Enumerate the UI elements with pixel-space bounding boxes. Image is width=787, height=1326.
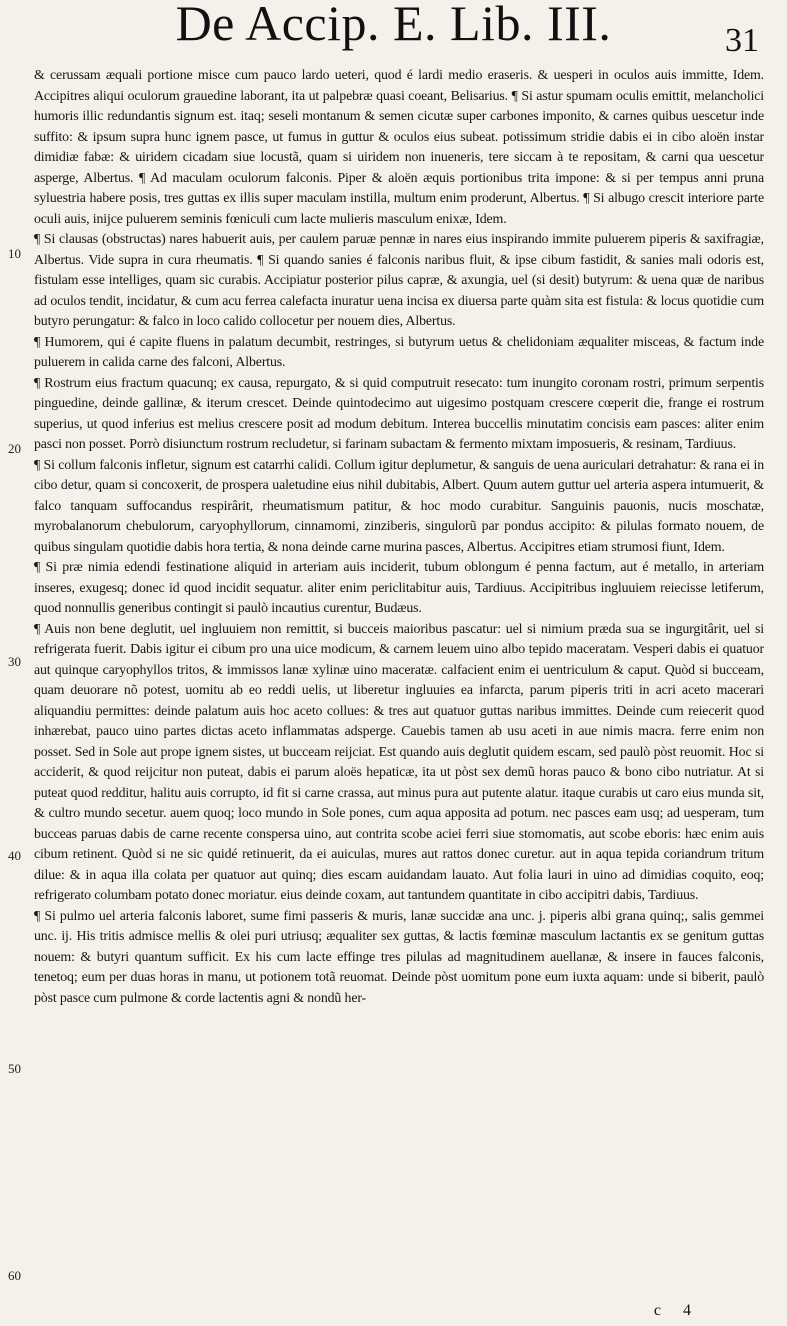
line-number: 60	[8, 1268, 21, 1283]
signature-number: 4	[683, 1302, 691, 1319]
paragraph: ¶ Si collum falconis infletur, signum est catarrhi calidi. Collum igitur deplumetur, & sanguis de uena auriculari detrahatur: & rana ei in cibo detur, quam si concoxerit, de prospera ualetudine eius nihil dubitabis, Albert. Quum autem guttur uel arteria aspera intumuerit, & falco tanquam suffocandus respirârit, rheumatismum patitur, & hoc modo curabitur. Sanguinis pauonis, nucis moschatæ, myrobalanorum chebulorum, caryophyllorum, cinnamomi, zinziberis, singulorũ par pondus accipito: & pilulas formato nouem, de quibus singulam quotidie dabis hora tertia, & nona deinde carne murina pasces, Albertus. Accipitres etiam strumosi fiunt, Idem.	[34, 457, 764, 555]
line-number: 50	[8, 1061, 21, 1076]
page-number: 31	[725, 22, 759, 59]
line-number: 30	[8, 654, 21, 669]
line-number: 10	[8, 246, 21, 261]
running-head: De Accip. E. Lib. III.	[175, 0, 612, 51]
paragraph: ¶ Si præ nimia edendi festinatione aliquid in arteriam auis inciderit, tubum oblongum é penna factum, aut é metallo, in arteriam inseres, exugesq; donec id quod incidit sequatur. aliter enim periclitabitur auis, Tardiuus. Accipitribus ingluuiem reiecisse letiferum, quod nonnullis generibus contingit si paulò incautius curentur, Budæus.	[34, 560, 764, 616]
line-number: 40	[8, 848, 21, 863]
paragraph: ¶ Si pulmo uel arteria falconis laboret, sume fimi passeris & muris, lanæ succidæ ana unc. j. piperis albi grana quinq;, salis gemmei unc. ij. His tritis admisce mellis & olei puri utriusq; æqualiter sex guttas, & lactis fœminæ masculum lactantis ex se genitum guttas nouem: & butyri quantum sufficit. Ex his cum lacte effinge tres pilulas ad magnitudinem auellanæ, & insere in fauces falconis, tenetoq; eum per duas horas in manu, ut potionem totã reuomat. Deinde pòst uomitum pone eum iuxta aquam: unde si biberit, paulò pòst pasce cum pulmone & corde lactentis agni & nondũ her-	[34, 908, 764, 1006]
page-header	[0, 0, 787, 66]
paragraph: & cerussam æquali portione misce cum pauco lardo ueteri, quod é lardi medio eraseris. & uesperi in oculos auis immitte, Idem. Accipitres aliqui oculorum grauedine laborant, ita ut palpebræ quasi coeant, Belisarius. ¶ Si astur spumam oculis emittit, melancholici humoris illic redundantis signum est. itaq; seseli montanum & semen cicutæ super carbones imponito, & carnes quibus uescetur inde suffito: & ipsum supra hunc ignem pasce, ut fumus in guttur & oculos eius subeat. potissimum stridie dabis ei in cibo aloën instar dimidiæ fabæ: & uiridem cicadam siue locustã, quam si uiridem non inueneris, tere siccam à te repositam, & carni qua uescetur asperge, Albertus. ¶ Ad maculam oculorum falconis. Piper & aloën æquis portionibus trita impone: & si per tempus anni pruna syluestria habere posis, tres guttas ex illis super maculam instilla, multum enim proderunt, Albertus. ¶ Si albugo crescit interiore parte oculi auis, inijce puluerem seminis fœniculi cum lacte mulieris masculum enixæ, Idem.	[34, 68, 764, 227]
signature-mark	[654, 1302, 691, 1320]
body-text	[34, 66, 764, 1009]
paragraph: ¶ Si clausas (obstructas) nares habuerit auis, per caulem paruæ pennæ in nares eius inspirando immite puluerem piperis & saxifragiæ, Albertus. Vide supra in cura rheumatis. ¶ Si quando sanies é falconis naribus fluit, & ipse cibum fastidit, & sanies mali odoris est, fistulam esse intelliges, quam sic curabis. Accipiatur posterior pilus capræ, & axungia, uel (si desit) butyrum: & uena quæ de naribus ad oculos tendit, incidatur, & cum acu ferrea calefacta inuratur uena incisa ex diuersa parte quàm sita est fistula: & locus quotidie cum butyro perungatur: & falco in loco calido collocetur per nouem dies, Albertus.	[34, 232, 764, 329]
paragraph: ¶ Auis non bene deglutit, uel ingluuiem non remittit, si bucceis maioribus pascatur: uel si nimium præda sua se ingurgitârit, uel si refrigerata fuerit. Dabis igitur ei cibum pro una uice modicum, & carnem leuem uino albo tepido maceratam. Vesperi dabis ei quatuor aut quinque caryophyllos tritos, & immissos lanæ xylinæ uino maceratæ. calfacient enim ei uentriculum & caput. Quòd si bucceam, quam deuorare nõ potest, uomitu ab eo reddi uelis, ut liberetur ingluuies ea infarcta, parum piperis triti in acri aceto macerari aliquandiu permittes: deinde palatum auis hoc aceto collues: & tres aut quatuor guttas naribus immittes. Deinde cum reiecerit quod inhærebat, pauco uino partes dictas aceto inflammatas adsperge. Cauebis tamen ab usu aceti in aue nimis macra. ferre enim non posset. Sed in Sole aut prope ignem sistes, ut bucceam reijciat. Est quando auis deglutit quidem escam, sed paulò pòst reuomit. Hoc si acciderit, & quod reijcitur non puteat, dabis ei parum aloës hepaticæ, ita ut pòst sex demũ horas pauco & bono cibo nutriatur. At si puteat quod redditur, halitu auis corrupto, id fit si carne crassa, aut minus pura aut putente alatur. itaque curabis ut caro eius munda sit, & cultro mundo secetur. auem quoq; loco mundo in Sole pones, cum aqua apposita ad potum. nec pasces eam usq; ad uesperam, tum bucceas paruas dabis de carne recente conspersa uino, aut contrita scobe aciei ferri siue stomomatis, aut scobe eboris: hæc enim auis cibum retinent. Quòd si ne sic quidé retinuerit, da ei auiculas, mures aut rattos donec curetur. aut in aqua tepida coriandrum tritum dilue: & in aqua illa colata per quatuor aut quinq; dies escam auidandam lauato. Aut folia lauri in uino ad dimidias coquito, eoq; refrigerato columbam potato donec moriatur. eius deinde coxam, aut tantundem quantitate in cibo accipitri dabis, Tardiuus.	[34, 621, 764, 903]
signature-letter: c	[653, 1302, 661, 1319]
line-number: 20	[8, 441, 21, 456]
paragraph: ¶ Rostrum eius fractum quacunq; ex causa, repurgato, & si quid computruit resecato: tum inungito coronam rostri, primum serpentis pinguedine, deinde gallinæ, & iterum crescet. Deinde quintodecimo aut uigesimo postquam crescere cœperit die, frange ei rostrum superius, ut quod inferius est melius crescere posit ad modum debitum. Interea buccellis minutatim concisis eam pasces: aliter enim pasci non posset. Porrò disiunctum rostrum recludetur, si farinam subactam & fermento mixtam imposueris, & resinam, Tardiuus.	[34, 375, 764, 452]
paragraph: ¶ Humorem, qui é capite fluens in palatum decumbit, restringes, si butyrum uetus & chelidoniam æqualiter misceas, & factum inde puluerem in calida carne des falconi, Albertus.	[34, 334, 764, 370]
